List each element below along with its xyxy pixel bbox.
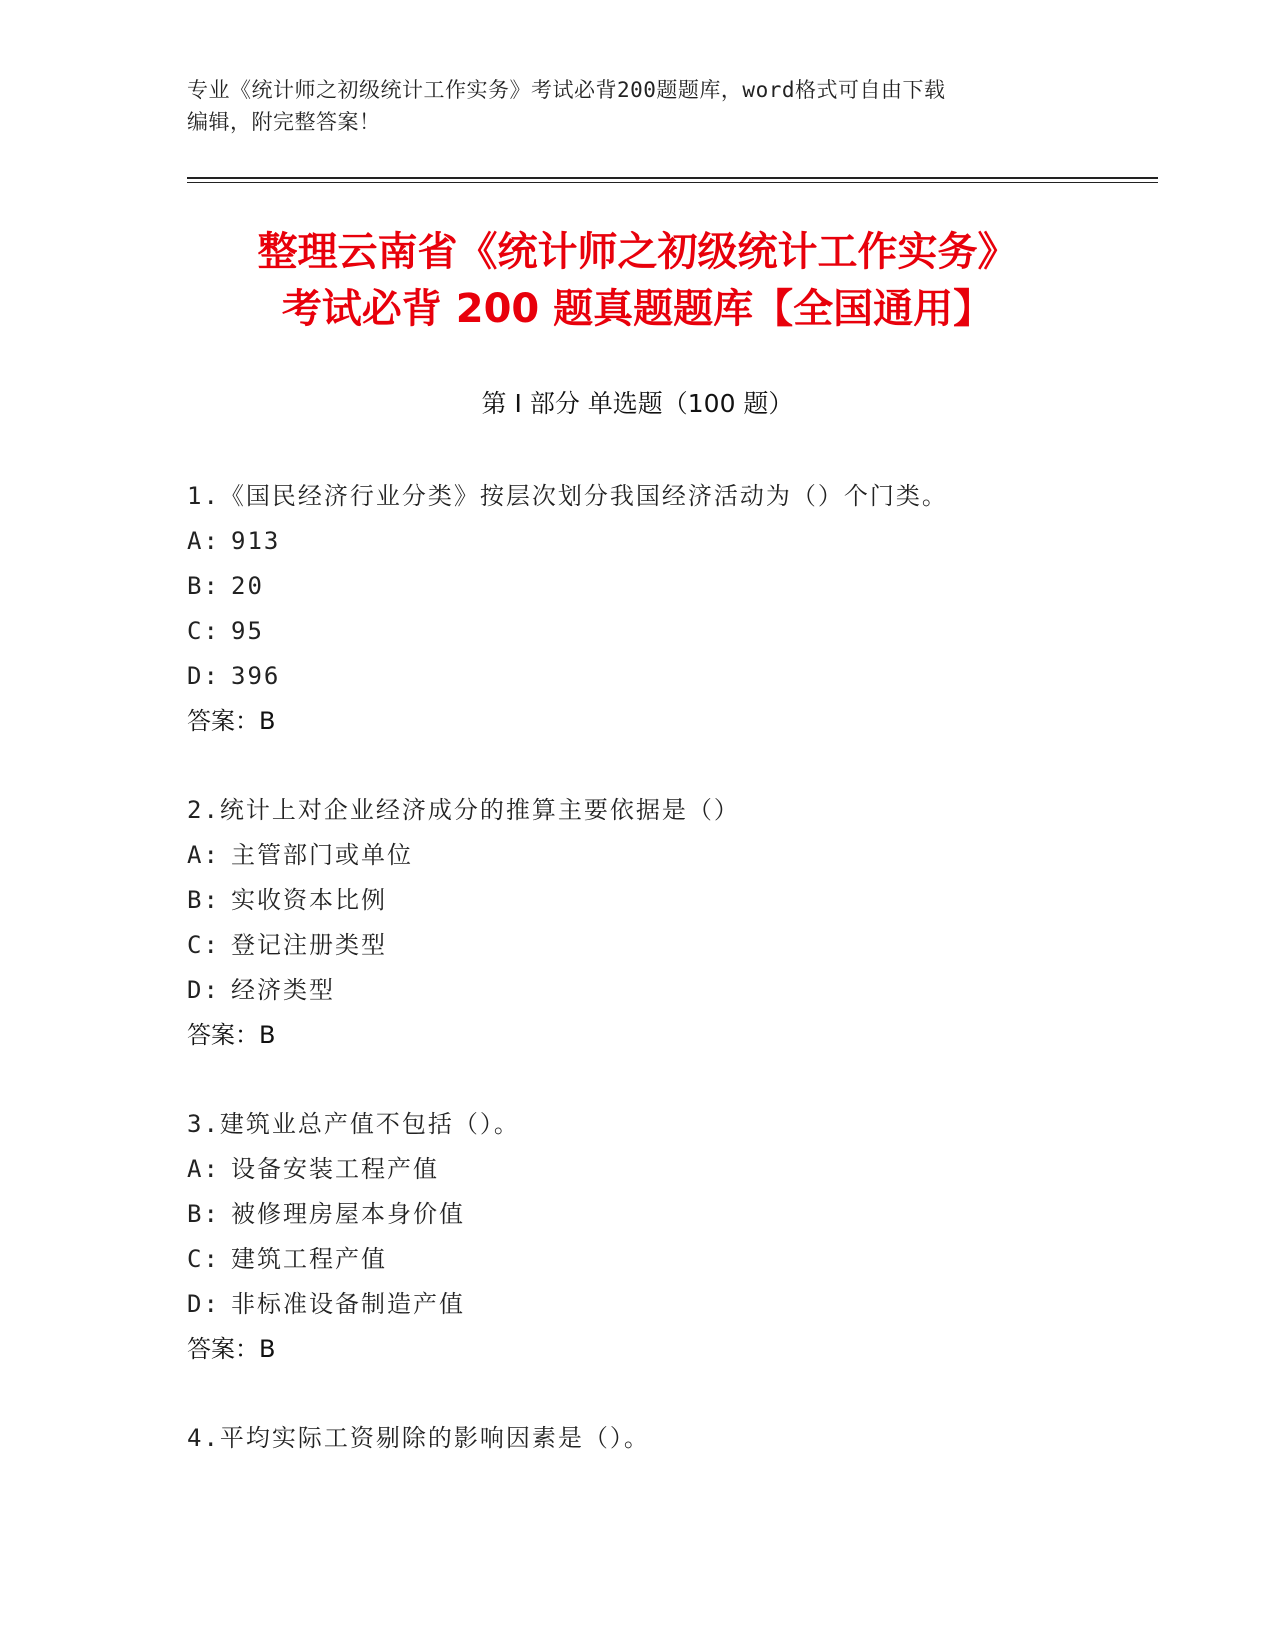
question-stem: 2.统计上对企业经济成分的推算主要依据是（）	[187, 796, 740, 824]
option-text: 设备安装工程产值	[231, 1155, 439, 1183]
answer: 答案：B	[187, 1335, 276, 1363]
question-item	[187, 788, 1167, 1058]
option-b	[187, 1192, 1167, 1237]
header-note-line-1: 专业《统计师之初级统计工作实务》考试必背200题题库，word格式可自由下载	[187, 78, 946, 102]
option-c	[187, 609, 1167, 654]
option-key: B:	[187, 886, 220, 914]
question-stem: 4.平均实际工资剔除的影响因素是（）。	[187, 1424, 650, 1452]
option-d	[187, 1282, 1167, 1327]
header-divider-thin	[187, 182, 1158, 183]
option-c	[187, 1237, 1167, 1282]
option-key: A:	[187, 527, 220, 555]
question-list	[187, 474, 1167, 1505]
document-title-line-1: 整理云南省《统计师之初级统计工作实务》	[257, 229, 1018, 275]
answer: 答案：B	[187, 707, 276, 735]
option-key: A:	[187, 841, 220, 869]
option-text: 经济类型	[231, 976, 335, 1004]
option-d	[187, 654, 1167, 699]
option-text: 实收资本比例	[231, 886, 387, 914]
header-note-line-2: 编辑，附完整答案！	[187, 110, 381, 134]
option-key: B:	[187, 1200, 220, 1228]
option-c	[187, 923, 1167, 968]
option-key: B:	[187, 572, 220, 600]
option-text: 913	[231, 527, 281, 555]
question-item	[187, 1416, 1167, 1461]
option-text: 登记注册类型	[231, 931, 387, 959]
option-text: 非标准设备制造产值	[231, 1290, 465, 1318]
question-item	[187, 474, 1167, 744]
option-text: 95	[231, 617, 264, 645]
option-key: C:	[187, 617, 220, 645]
option-key: C:	[187, 931, 220, 959]
option-a	[187, 833, 1167, 878]
option-a	[187, 1147, 1167, 1192]
option-b	[187, 878, 1167, 923]
option-text: 396	[231, 662, 281, 690]
document-title	[150, 224, 1125, 338]
option-key: D:	[187, 662, 220, 690]
question-stem: 1.《国民经济行业分类》按层次划分我国经济活动为（）个门类。	[187, 482, 948, 510]
option-b	[187, 564, 1167, 609]
question-stem: 3.建筑业总产值不包括（）。	[187, 1110, 520, 1138]
option-key: A:	[187, 1155, 220, 1183]
question-item	[187, 1102, 1167, 1372]
option-key: D:	[187, 976, 220, 1004]
answer: 答案：B	[187, 1021, 276, 1049]
header-note	[187, 74, 1087, 138]
option-key: C:	[187, 1245, 220, 1273]
document-title-line-2: 考试必背 200 题真题题库【全国通用】	[281, 286, 994, 332]
option-text: 主管部门或单位	[231, 841, 413, 869]
option-text: 20	[231, 572, 264, 600]
header-divider-thick	[187, 177, 1158, 179]
option-text: 建筑工程产值	[231, 1245, 387, 1273]
option-d	[187, 968, 1167, 1013]
option-text: 被修理房屋本身价值	[231, 1200, 465, 1228]
section-heading: 第 I 部分 单选题（100 题）	[481, 389, 794, 418]
option-key: D:	[187, 1290, 220, 1318]
option-a	[187, 519, 1167, 564]
